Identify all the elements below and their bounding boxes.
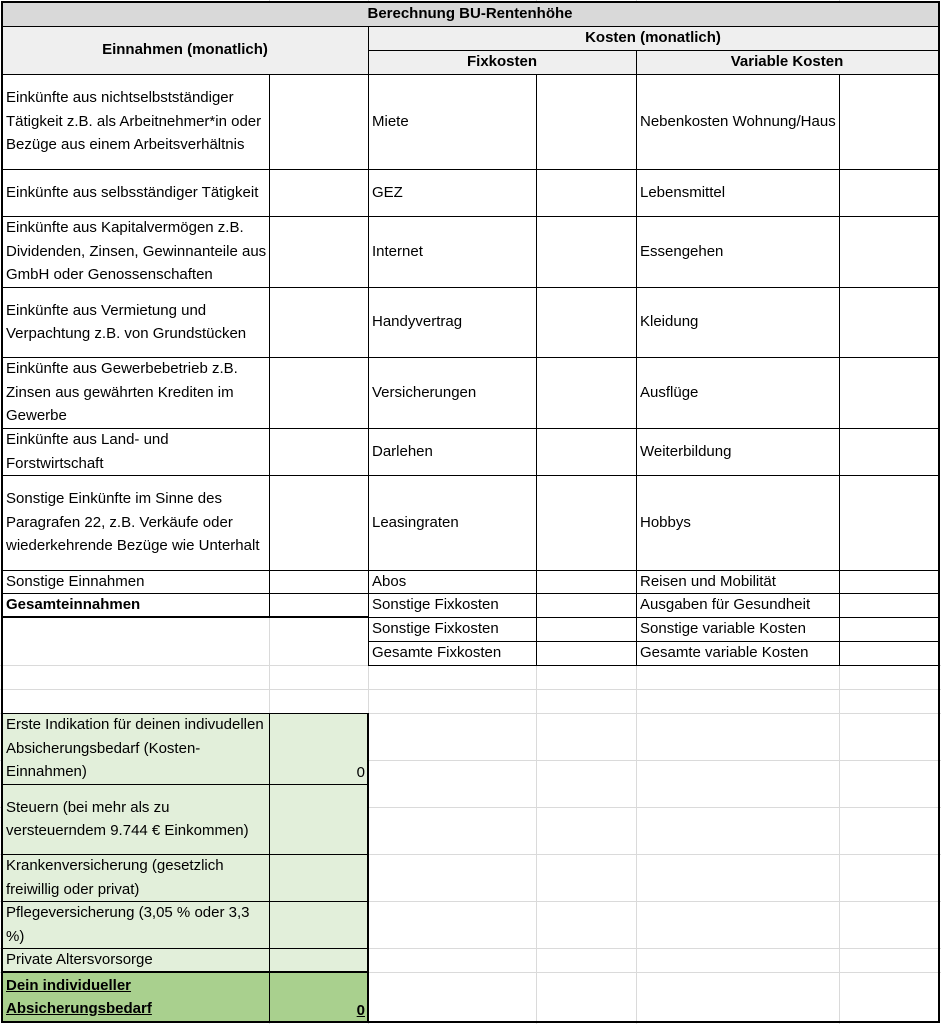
costs-header: Kosten (monatlich) (368, 26, 938, 50)
fixed-cost-other: Sonstige Fixkosten (372, 620, 499, 638)
fixed-cost-mobile: Handyvertrag (372, 313, 463, 331)
fixed-cost-internet: Internet (372, 242, 423, 260)
fixed-cost-leasing: Leasingraten (372, 513, 459, 531)
summary-indication-label: Erste Indikation für deinen indivudellen Absicherungsbedarf (Kosten-Einnahmen) (2, 713, 269, 784)
variable-cost-dining: Essengehen (640, 242, 724, 260)
income-value-cell[interactable] (269, 216, 368, 287)
fixed-cost-loan: Darlehen (372, 442, 433, 460)
variable-cost-health: Ausgaben für Gesundheit (640, 596, 811, 614)
sheet-title: Berechnung BU-Rentenhöhe (2, 2, 938, 26)
summary-care-insurance-value[interactable] (269, 901, 368, 948)
result-value[interactable]: 0 (269, 972, 368, 1022)
fixed-cost-total-label: Gesamte Fixkosten (372, 644, 502, 662)
variable-cost-travel: Reisen und Mobilität (640, 572, 776, 590)
income-row-agriculture: Einkünfte aus Land- und Forstwirtschaft (6, 431, 169, 472)
variable-cost-education: Weiterbildung (640, 442, 732, 460)
summary-taxes-label: Steuern (bei mehr als zu versteuerndem 9.744 € Einkommen) (2, 784, 269, 854)
variable-cost-groceries: Lebensmittel (640, 183, 726, 201)
summary-health-insurance-value[interactable] (269, 854, 368, 901)
summary-taxes-value[interactable] (269, 784, 368, 854)
fixed-cost-other: Sonstige Fixkosten (372, 596, 499, 614)
income-row-other-22: Sonstige Einkünfte im Sinne des Paragrafen 22, z.B. Verkäufe oder wiederkehrende Bezüge wie Unterhalt (6, 490, 260, 555)
income-value-cell[interactable] (269, 357, 368, 428)
income-value-cell[interactable] (269, 74, 368, 169)
income-value-cell[interactable] (269, 428, 368, 475)
fixed-cost-subscriptions: Abos (372, 572, 407, 590)
fixed-cost-gez: GEZ (372, 183, 403, 201)
income-row-employment: Einkünfte aus nichtselbstständiger Tätigkeit z.B. als Arbeitnehmer*in oder Bezüge aus einem Arbeitsverhältnis (6, 89, 262, 154)
income-row-self-employed: Einkünfte aus selbsständiger Tätigkeit (6, 183, 259, 201)
variable-cost-total-label: Gesamte variable Kosten (640, 644, 809, 662)
income-header: Einnahmen (monatlich) (2, 26, 368, 74)
fixed-cost-rent: Miete (372, 112, 409, 130)
income-value-cell[interactable] (269, 570, 368, 593)
summary-indication-value[interactable]: 0 (269, 713, 368, 784)
variable-cost-clothing: Kleidung (640, 313, 699, 331)
variable-cost-trips: Ausflüge (640, 383, 699, 401)
summary-care-insurance-label: Pflegeversicherung (3,05 % oder 3,3 %) (2, 901, 269, 948)
variable-cost-utilities: Nebenkosten Wohnung/Haus (640, 112, 836, 130)
fixed-cost-insurance: Versicherungen (372, 383, 477, 401)
income-row-rental: Einkünfte aus Vermietung und Verpachtung z.B. von Grundstücken (6, 301, 247, 342)
income-row-capital: Einkünfte aus Kapitalvermögen z.B. Dividenden, Zinsen, Gewinnanteile aus GmbH oder Genossenschaften (6, 219, 267, 284)
variable-costs-header: Variable Kosten (636, 50, 938, 74)
variable-cost-other: Sonstige variable Kosten (640, 620, 806, 638)
income-row-other: Sonstige Einnahmen (6, 572, 145, 590)
income-value-cell[interactable] (269, 475, 368, 570)
income-value-cell[interactable] (269, 287, 368, 357)
summary-health-insurance-label: Krankenversicherung (gesetzlich freiwillig oder privat) (2, 854, 269, 901)
summary-pension-value[interactable] (269, 948, 368, 972)
summary-pension-label: Private Altersvorsorge (2, 948, 269, 972)
income-total-value[interactable] (269, 593, 368, 617)
income-row-business: Einkünfte aus Gewerbebetrieb z.B. Zinsen aus gewährten Krediten im Gewerbe (6, 360, 238, 425)
fixed-costs-header: Fixkosten (368, 50, 636, 74)
result-label: Dein individueller Absicherungsbedarf (2, 972, 269, 1022)
variable-cost-hobbies: Hobbys (640, 513, 691, 531)
income-total-label: Gesamteinnahmen (6, 596, 141, 614)
income-value-cell[interactable] (269, 169, 368, 216)
